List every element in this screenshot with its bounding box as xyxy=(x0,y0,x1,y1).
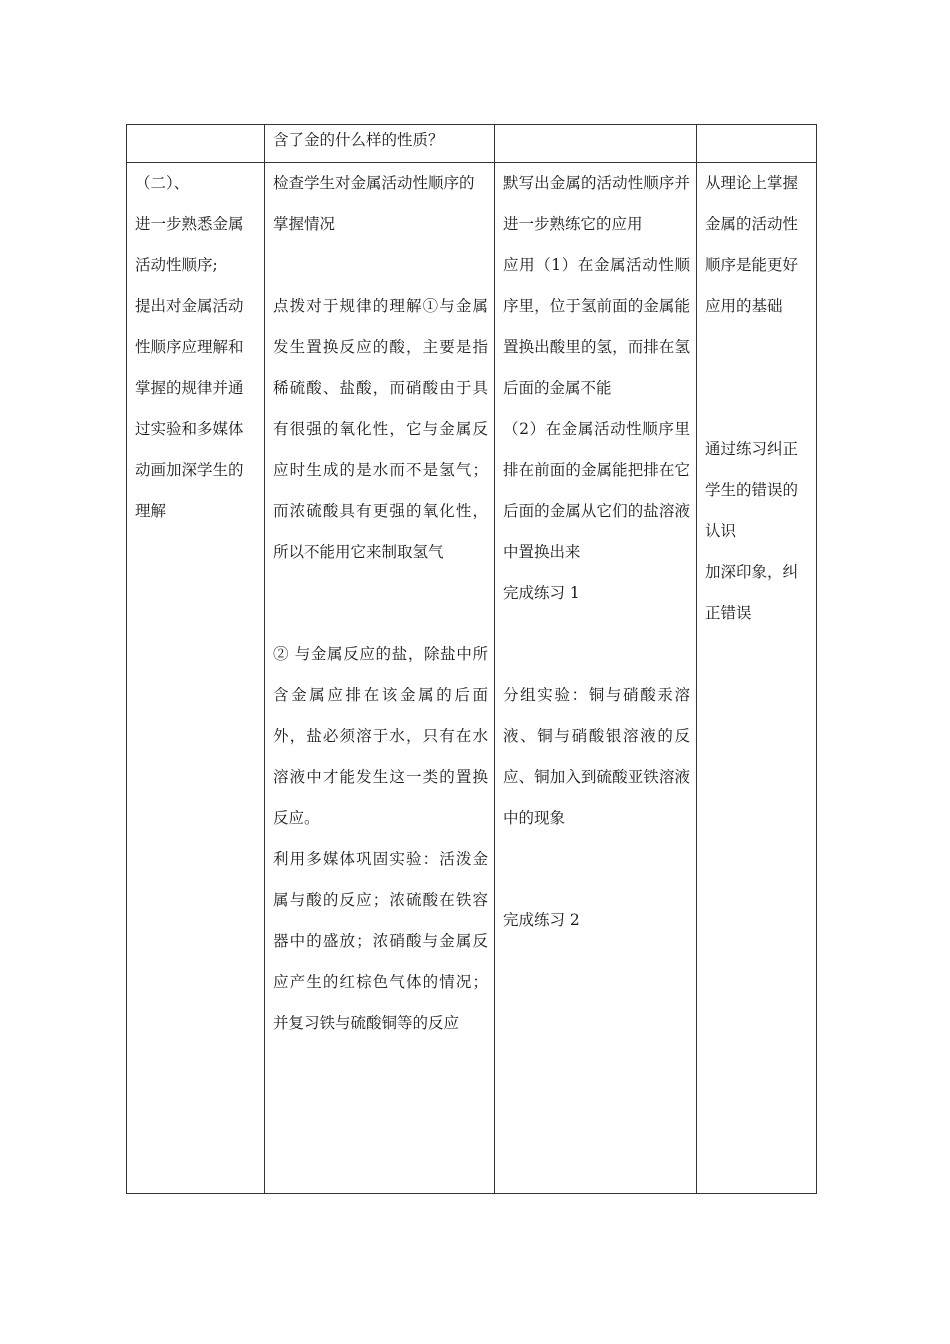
student-activity-cell xyxy=(495,163,697,1194)
rule-point-1-text: 点拨对于规律的理解①与金属发生置换反应的酸，主要是指稀硫酸、盐酸，而硝酸由于具有很强的氧化性，它与金属反应时生成的是水而不是氢气；而浓硫酸具有更强的氧化性，所以不能用它来制取氢气 xyxy=(273,297,488,561)
section-number: （二）、 xyxy=(135,174,190,192)
lesson-plan-table xyxy=(126,124,817,1194)
check-mastery-text: 检查学生对金属活动性顺序的掌握情况 xyxy=(273,174,475,233)
group-experiment-text: 分组实验：铜与硝酸汞溶液、铜与硝酸银溶液的反应、铜加入到硫酸亚铁溶液中的现象 xyxy=(503,686,690,827)
table-row xyxy=(127,163,817,1194)
application-1-text: 应用（1）在金属活动性顺序里，位于氢前面的金属能置换出酸里的氢，而排在氢后面的金属不能 xyxy=(503,256,690,397)
write-order-text: 默写出金属的活动性顺序并进一步熟练它的应用 xyxy=(503,174,690,233)
top-cell-col4 xyxy=(697,125,817,163)
top-cell-col2: 含了金的什么样的性质？ xyxy=(265,125,495,163)
rule-point-2-text: ② 与金属反应的盐，除盐中所含金属应排在该金属的后面外，盐必须溶于水，只有在水溶液中才能发生这一类的置换反应。 xyxy=(273,645,488,827)
table-row xyxy=(127,125,817,163)
correct-misconception-text: 通过练习纠正学生的错误的认识 xyxy=(705,440,799,540)
multimedia-text: 利用多媒体巩固实验：活泼金属与酸的反应；浓硫酸在铁容器中的盛放；浓硝酸与金属反应产生的红棕色气体的情况；并复习铁与硫酸铜等的反应 xyxy=(273,850,488,1032)
teacher-activity-cell xyxy=(265,163,495,1194)
top-cell-col3 xyxy=(495,125,697,163)
teaching-stage-cell xyxy=(127,163,265,1194)
deepen-impression-text: 加深印象，纠正错误 xyxy=(705,563,799,622)
exercise-2-text: 完成练习 2 xyxy=(503,911,580,929)
exercise-1-text: 完成练习 1 xyxy=(503,584,580,602)
top-cell-col1 xyxy=(127,125,265,163)
theory-basis-text: 从理论上掌握金属的活动性顺序是能更好应用的基础 xyxy=(705,174,799,315)
application-2-text: （2）在金属活动性顺序里排在前面的金属能把排在它后面的金属从它们的盐溶液中置换出来 xyxy=(503,420,690,561)
design-intent-cell xyxy=(697,163,817,1194)
goal-rules: 提出对金属活动性顺序应理解和掌握的规律并通过实验和多媒体动画加深学生的理解 xyxy=(135,297,244,520)
goal-familiarize: 进一步熟悉金属活动性顺序; xyxy=(135,215,244,274)
